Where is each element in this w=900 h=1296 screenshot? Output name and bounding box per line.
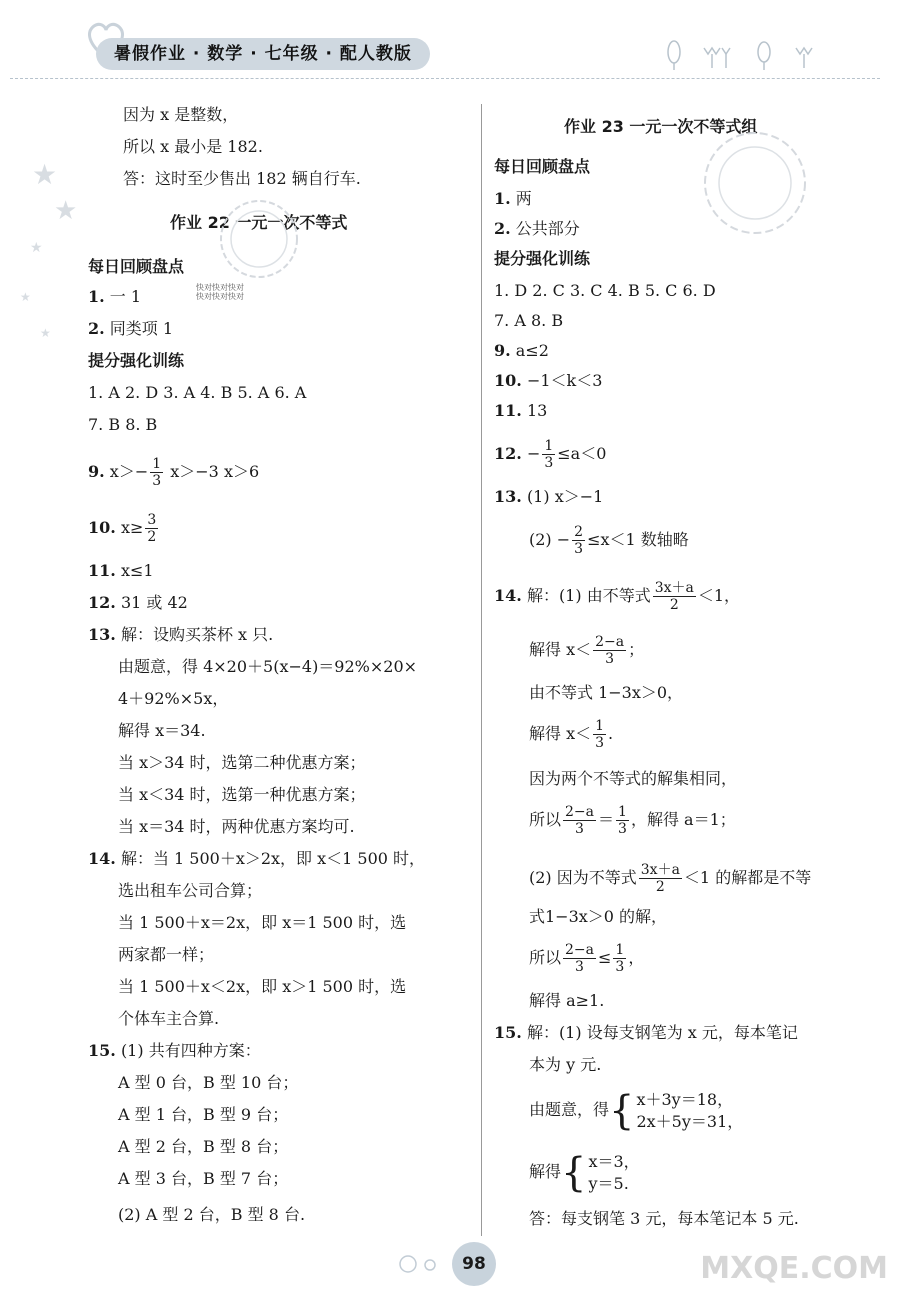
text-line: A 型 0 台，B 型 10 台； bbox=[118, 1073, 299, 1092]
hw22-mc-row2: 7. B 8. B bbox=[88, 415, 158, 434]
hw23-q15-answer: 答：每支钢笔 3 元，每本笔记本 5 元. bbox=[529, 1209, 799, 1228]
hw23-q14-line6: 所以 $\frac{2-a}{3}$ ＝ $\frac{1}{3}$ ，解得 a＝1； bbox=[529, 804, 736, 837]
hw23-title: 作业 23 一元一次不等式组 bbox=[564, 117, 758, 136]
hw22-q10: 10. x≥ $\frac{3}{2}$ bbox=[88, 512, 157, 545]
hw23-q14-line9: 所以 $\frac{2-a}{3}$ ≤ $\frac{1}{3}$ ， bbox=[529, 942, 645, 975]
hw23-q14-line4: 解得 x＜ $\frac{1}{3}$ . bbox=[529, 718, 614, 751]
hw22-mc-row1: 1. A 2. D 3. A 4. B 5. A 6. A bbox=[88, 383, 307, 402]
hw23-q10: 10. −1＜k＜3 bbox=[494, 371, 603, 390]
hw22-q9: 9. x＞− $\frac{1}{3}$ x＞−3 x＞6 bbox=[88, 456, 260, 489]
text-line: A 型 1 台，B 型 9 台； bbox=[118, 1105, 289, 1124]
text-line: 因为 x 是整数， bbox=[123, 105, 239, 124]
hw23-mc-row1: 1. D 2. C 3. C 4. B 5. C 6. D bbox=[494, 281, 716, 300]
hw23-q12: 12. − $\frac{1}{3}$ ≤a＜0 bbox=[494, 438, 607, 471]
text-line: (2) A 型 2 台，B 型 8 台. bbox=[118, 1205, 306, 1224]
book-title: 暑假作业 · 数学 · 七年级 · 配人教版 bbox=[96, 38, 430, 70]
hw23-q13-1: 13. (1) x＞−1 bbox=[494, 487, 604, 506]
text-line: 4＋92%×5x， bbox=[118, 689, 229, 708]
text-line: 解得 x＝34. bbox=[118, 721, 206, 740]
hw22-section-training: 提分强化训练 bbox=[88, 351, 185, 370]
text-line: A 型 3 台，B 型 7 台； bbox=[118, 1169, 289, 1188]
hw23-mc-row2: 7. A 8. B bbox=[494, 311, 564, 330]
hw23-q15-line2: 本为 y 元. bbox=[529, 1055, 602, 1074]
star-icon: ★ bbox=[40, 326, 51, 340]
star-icon: ★ bbox=[20, 290, 31, 304]
hw23-q14-line8: 式1−3x＞0 的解， bbox=[529, 907, 668, 926]
hw23-q1: 1. 两 bbox=[494, 189, 532, 208]
hw23-q13-2: (2) − $\frac{2}{3}$ ≤x＜1 数轴略 bbox=[529, 524, 689, 557]
star-icon: ★ bbox=[54, 196, 78, 226]
page-header bbox=[0, 0, 900, 90]
hw22-q2: 2. 同类项 1 bbox=[88, 319, 174, 338]
stamp-seal-icon bbox=[700, 128, 810, 238]
watermark: MXQE.COM bbox=[700, 1251, 888, 1286]
text-line: 答：这时至少售出 182 辆自行车. bbox=[123, 169, 361, 188]
hw23-q11: 11. 13 bbox=[494, 401, 548, 420]
hw23-q15-system2: 解得{ x＝3， y＝5. bbox=[529, 1149, 640, 1196]
text-line: 当 x＜34 时，选第一种优惠方案； bbox=[118, 785, 366, 804]
hw22-q11: 11. x≤1 bbox=[88, 561, 154, 580]
text-line: 当 1 500＋x＜2x，即 x＞1 500 时，选 bbox=[118, 977, 407, 996]
hw23-q14-line5: 因为两个不等式的解集相同， bbox=[529, 769, 738, 788]
text-line: 当 1 500＋x＝2x，即 x＝1 500 时，选 bbox=[118, 913, 407, 932]
hw23-q15-line1: 15. 解：(1) 设每支钢笔为 x 元，每本笔记 bbox=[494, 1023, 798, 1042]
hw23-q2: 2. 公共部分 bbox=[494, 219, 580, 238]
hw23-q14-line10: 解得 a≥1. bbox=[529, 991, 605, 1010]
column-divider bbox=[481, 104, 482, 1236]
tulip-decoration-icon bbox=[660, 38, 860, 70]
hw23-q15-system1: 由题意，得{ x＋3y＝18， 2x＋5y＝31， bbox=[529, 1087, 744, 1134]
stamp-note: 快对快对快对 快对快对快对 bbox=[196, 283, 244, 301]
hw22-q13-num: 13. 解：设购买茶杯 x 只. bbox=[88, 625, 274, 644]
text-line: 两家都一样； bbox=[118, 945, 215, 964]
text-line: 选出租车公司合算； bbox=[118, 881, 263, 900]
hw23-q14-line1: 14. 解：(1) 由不等式 $\frac{3x+a}{2}$ ＜1， bbox=[494, 580, 741, 613]
hw23-q14-line2: 解得 x＜ $\frac{2-a}{3}$ ； bbox=[529, 634, 645, 667]
star-icon: ★ bbox=[32, 158, 58, 191]
text-line: 由题意，得 4×20＋5(x−4)＝92%×20× bbox=[118, 657, 418, 676]
hw22-q1: 1. 一 1 bbox=[88, 287, 142, 306]
text-line: 当 x＝34 时，两种优惠方案均可. bbox=[118, 817, 355, 836]
hw22-q14-num: 14. 解：当 1 500＋x＞2x，即 x＜1 500 时， bbox=[88, 849, 426, 868]
hw22-title: 作业 22 一元一次不等式 bbox=[170, 213, 348, 232]
text-line: 当 x＞34 时，选第二种优惠方案； bbox=[118, 753, 366, 772]
hw22-section-review: 每日回顾盘点 bbox=[88, 257, 185, 276]
hw23-q14-line3: 由不等式 1−3x＞0， bbox=[529, 683, 684, 702]
page-number: 98 bbox=[452, 1242, 496, 1286]
stamp-seal-icon bbox=[216, 196, 302, 282]
text-line: A 型 2 台，B 型 8 台； bbox=[118, 1137, 289, 1156]
hw22-q12: 12. 31 或 42 bbox=[88, 593, 188, 612]
header-dashed-line bbox=[10, 78, 880, 79]
hw23-q14-line7: (2) 因为不等式 $\frac{3x+a}{2}$ ＜1 的解都是不等 bbox=[529, 862, 812, 895]
text-line: 个体车主合算. bbox=[118, 1009, 220, 1028]
hw23-section-training: 提分强化训练 bbox=[494, 249, 591, 268]
hw23-section-review: 每日回顾盘点 bbox=[494, 157, 591, 176]
text-line: 所以 x 最小是 182. bbox=[123, 137, 263, 156]
hw23-q9: 9. a≤2 bbox=[494, 341, 549, 360]
bubble-decoration-icon bbox=[396, 1254, 448, 1274]
star-icon: ★ bbox=[30, 240, 43, 256]
hw22-q15-num: 15. (1) 共有四种方案： bbox=[88, 1041, 261, 1060]
